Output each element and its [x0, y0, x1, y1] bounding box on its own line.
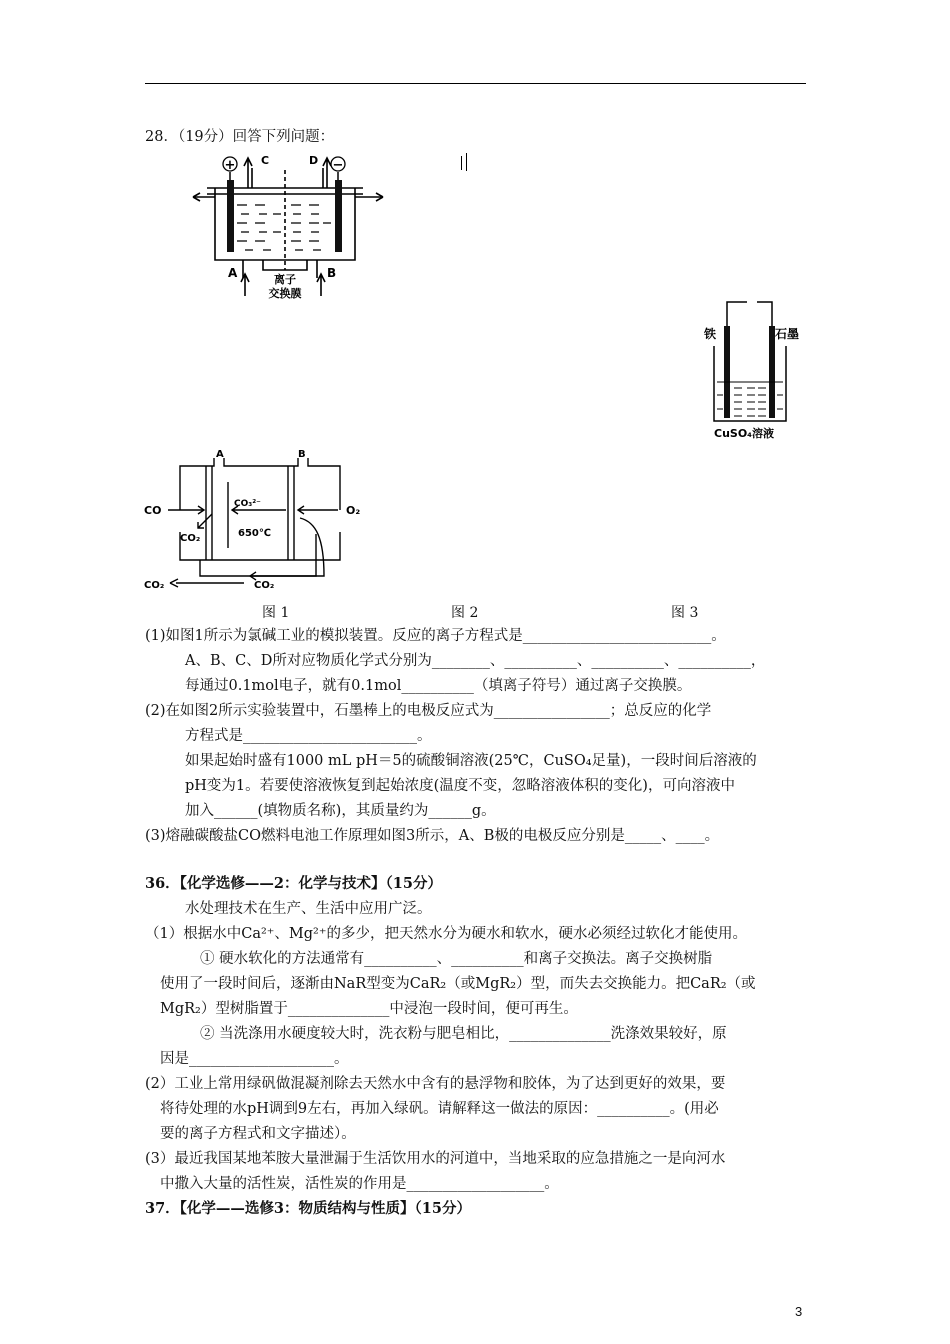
q36-line: ① 硬水软化的方法通常有__________、__________和离子交换法。离子交换树脂: [200, 951, 713, 967]
q28-line: 方程式是________________________。: [185, 728, 432, 744]
q36-line: ② 当洗涤用水硬度较大时，洗衣粉与肥皂相比，______________洗涤效果较好，原: [200, 1026, 727, 1042]
q28-line: pH变为1。若要使溶液恢复到起始浓度(温度不变，忽略溶液体积的变化)，可向溶液中: [185, 778, 735, 794]
figure-2-electrolysis-cell: [700, 296, 810, 446]
q28-line: (3)熔融碳酸盐CO燃料电池工作原理如图3所示，A、B极的电极反应分别是_____、____。: [145, 828, 720, 844]
cathode-sign: −: [332, 158, 344, 173]
q36-line: 中撒入大量的活性炭，活性炭的作用是___________________。: [160, 1176, 559, 1192]
stray-mark: [461, 156, 462, 170]
q28-line: (1)如图1所示为氯碱工业的模拟装置。反应的离子方程式是__________________________。: [145, 628, 726, 644]
caption-figure-2: 图 2: [451, 605, 479, 621]
label-b: B: [327, 266, 337, 280]
figure-3-fuel-cell: [140, 448, 370, 596]
label-c: C: [261, 154, 270, 167]
q36-line: （1）根据水中Ca²⁺、Mg²⁺的多少，把天然水分为硬水和软水，硬水必须经过软化才能使用。: [145, 926, 748, 942]
caption-figure-1: 图 1: [262, 605, 290, 621]
header-rule: [145, 83, 806, 84]
co2-exhaust-right: CO₂: [254, 580, 275, 591]
co-inlet-label: CO: [144, 504, 162, 517]
iron-label: 铁: [704, 327, 717, 341]
o2-inlet-label: O₂: [346, 504, 361, 517]
q36-line: 要的离子方程式和文字描述）。: [160, 1126, 356, 1142]
electrode-a-label: A: [216, 449, 224, 460]
caption-figure-3: 图 3: [671, 605, 699, 621]
q36-line: 使用了一段时间后，逐渐由NaR型变为CaR₂（或MgR₂）型，而失去交换能力。把CaR₂（或: [160, 976, 756, 992]
membrane-label-2: 交换膜: [268, 287, 302, 300]
label-a: A: [228, 266, 238, 280]
q36-line: 水处理技术在生产、生活中应用广泛。: [185, 901, 432, 917]
q28-line: 如果起始时盛有1000 mL pH＝5的硫酸铜溶液(25℃，CuSO₄足量)，一段时间后溶液的: [185, 753, 757, 769]
solution-label: CuSO₄溶液: [714, 427, 774, 440]
electrode-b-label: B: [298, 449, 306, 460]
q28-line: 每通过0.1mol电子，就有0.1mol__________（填离子符号）通过离子交换膜。: [185, 678, 692, 694]
co2-out-label: CO₂: [180, 533, 201, 544]
co2-exhaust-left: CO₂: [144, 580, 165, 591]
anode-sign: +: [224, 158, 236, 173]
carbonate-label: CO₃²⁻: [234, 499, 261, 509]
q28-line: (2)在如图2所示实验装置中，石墨棒上的电极反应式为________________；总反应的化学: [145, 703, 712, 719]
page-number: 3: [795, 1304, 803, 1319]
q28-line: A、B、C、D所对应物质化学式分别为________、__________、__________、__________，: [185, 653, 766, 669]
membrane-label-1: 离子: [274, 273, 296, 286]
temperature-label: 650℃: [238, 528, 271, 539]
q37-title: 37．【化学——选修3：物质结构与性质】（15分）: [145, 1200, 471, 1217]
q36-line: MgR₂）型树脂置于______________中浸泡一段时间，便可再生。: [160, 1001, 578, 1017]
q28-line: 加入______(填物质名称)，其质量约为______g。: [185, 803, 496, 819]
q36-line: (3）最近我国某地苯胺大量泄漏于生活饮用水的河道中，当地采取的应急措施之一是向河水: [145, 1151, 726, 1167]
stray-mark: [466, 153, 467, 171]
q36-title: 36．【化学选修——2：化学与技术】（15分）: [145, 875, 442, 892]
q36-line: 因是____________________。: [160, 1051, 349, 1067]
label-d: D: [309, 154, 319, 167]
graphite-label: 石墨: [775, 327, 800, 341]
q28-title: 28．（19分）回答下列问题：: [145, 129, 335, 145]
q36-line: 将待处理的水pH调到9左右，再加入绿矾。请解释这一做法的原因：__________。(用必: [160, 1101, 719, 1117]
q36-line: (2）工业上常用绿矾做混凝剂除去天然水中含有的悬浮物和胶体，为了达到更好的效果，要: [145, 1076, 726, 1092]
figure-1-chlor-alkali-cell: [185, 150, 395, 302]
